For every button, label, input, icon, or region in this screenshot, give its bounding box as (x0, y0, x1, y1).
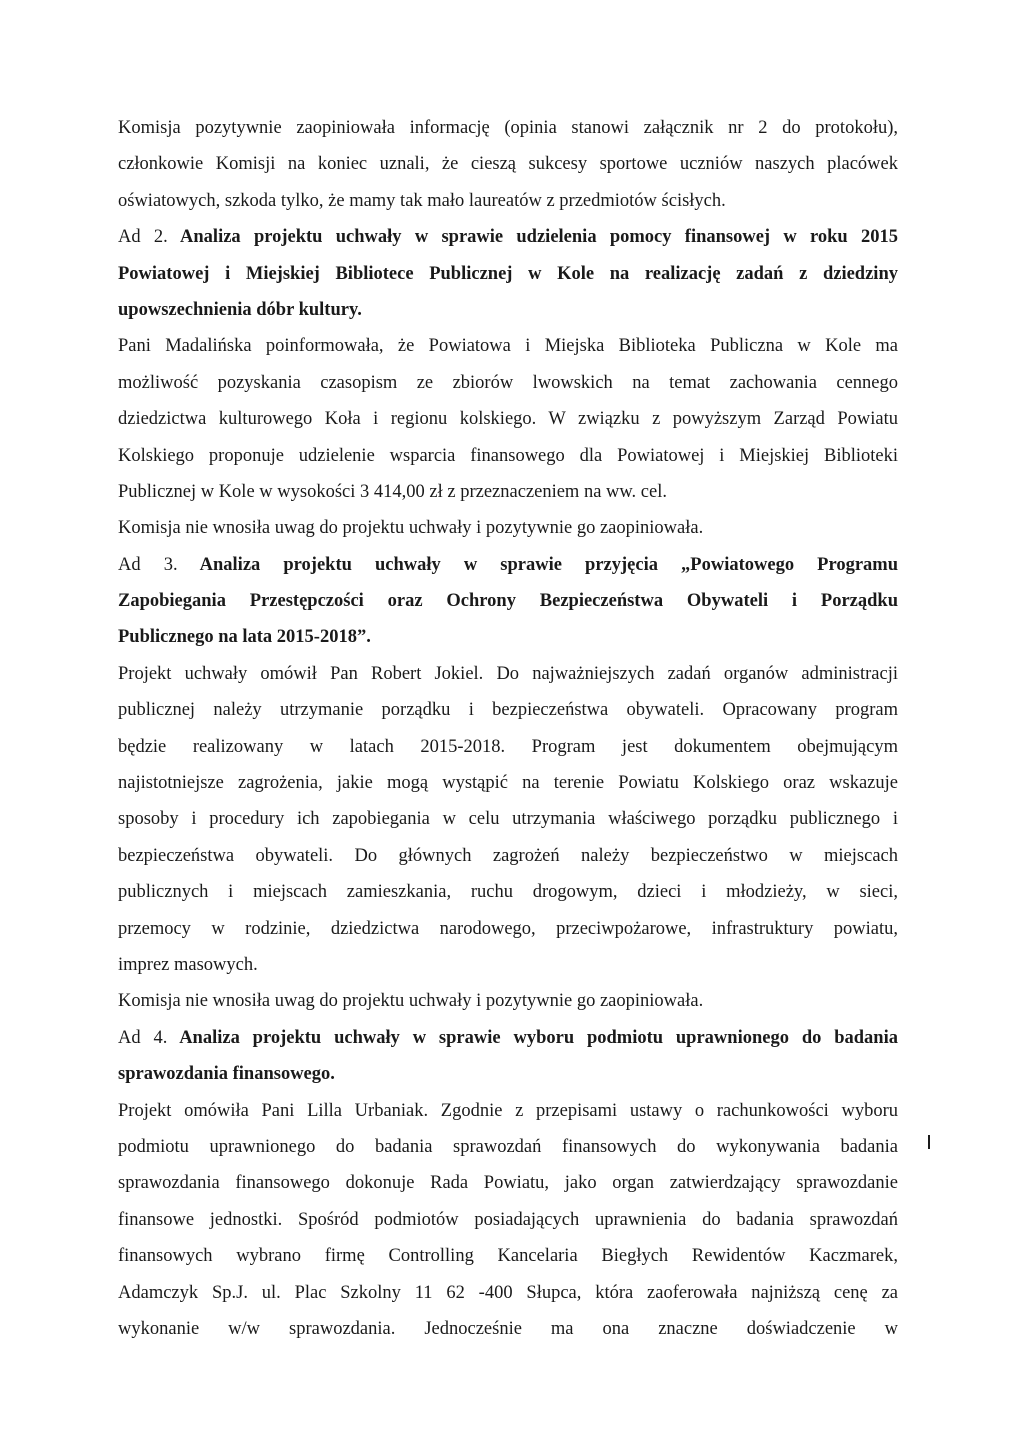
text-line: bezpieczeństwa obywateli. Do głównych zagrożeń należy bezpieczeństwo w miejscach (118, 845, 898, 866)
text-line: oświatowych, szkoda tylko, że mamy tak mało laureatów z przedmiotów ścisłych. (118, 190, 726, 211)
section-heading: Publicznego na lata 2015-2018”. (118, 627, 371, 648)
text-line: Publicznej w Kole w wysokości 3 414,00 zł z przeznaczeniem na ww. cel. (118, 481, 667, 502)
paragraph-opinion (118, 110, 898, 219)
text-line: publicznych i miejscach zamieszkania, ruchu drogowym, dzieci i młodzieży, w sieci, (118, 882, 898, 903)
text-line: finansowych wybrano firmę Controlling Kancelaria Biegłych Rewidentów Kaczmarek, (118, 1246, 898, 1267)
section-heading: sprawozdania finansowego. (118, 1064, 335, 1085)
text-line: Projekt omówiła Pani Lilla Urbaniak. Zgodnie z przepisami ustawy o rachunkowości wyboru (118, 1100, 898, 1121)
text-line: sposoby i procedury ich zapobiegania w celu utrzymania właściwego porządku publicznego i (118, 809, 898, 830)
text-line: członkowie Komisji na koniec uznali, że cieszą sukcesy sportowe uczniów naszych placówek (118, 154, 898, 175)
section-heading: upowszechnienia dóbr kultury. (118, 299, 362, 320)
text-line: najistotniejsze zagrożenia, jakie mogą wystąpić na terenie Powiatu Kolskiego oraz wskazuje (118, 773, 898, 794)
section-heading (118, 547, 898, 583)
section-ad-3 (118, 547, 898, 1020)
text-line: będzie realizowany w latach 2015-2018. Program jest dokumentem obejmującym (118, 736, 898, 757)
text-line: Kolskiego proponuje udzielenie wsparcia finansowego dla Powiatowej i Miejskiej Biblioteki (118, 445, 898, 466)
section-number: Ad 3. (118, 554, 178, 575)
section-ad-2 (118, 219, 898, 547)
margin-mark (928, 1135, 930, 1149)
section-number: Ad 2. (118, 227, 168, 248)
section-heading: Powiatowej i Miejskiej Bibliotece Publicznej w Kole na realizację zadań z dziedziny (118, 263, 898, 284)
text-line: Komisja nie wnosiła uwag do projektu uchwały i pozytywnie go zaopiniowała. (118, 991, 704, 1012)
text-line: przemocy w rodzinie, dziedzictwa narodowego, przeciwpożarowe, infrastruktury powiatu, (118, 918, 898, 939)
heading-text: Analiza projektu uchwały w sprawie udzielenia pomocy finansowej w roku 2015 (180, 227, 898, 248)
text-line: publicznej należy utrzymanie porządku i bezpieczeństwa obywateli. Opracowany program (118, 700, 898, 721)
text-line: Komisja pozytywnie zaopiniowała informację (opinia stanowi załącznik nr 2 do protokołu), (118, 118, 898, 138)
section-ad-4 (118, 1020, 898, 1348)
text-line: Adamczyk Sp.J. ul. Plac Szkolny 11 62 -400 Słupca, która zaoferowała najniższą cenę za (118, 1282, 898, 1303)
text-line: Projekt uchwały omówił Pan Robert Jokiel. Do najważniejszych zadań organów administracji (118, 663, 898, 684)
text-line: podmiotu uprawnionego do badania sprawozdań finansowych do wykonywania badania (118, 1136, 898, 1157)
text-line: dziedzictwa kulturowego Koła i regionu kolskiego. W związku z powyższym Zarząd Powiatu (118, 409, 898, 430)
text-line: imprez masowych. (118, 954, 258, 975)
text-line: finansowe jednostki. Spośród podmiotów posiadających uprawnienia do badania sprawozdań (118, 1209, 898, 1230)
text-line: możliwość pozyskania czasopism ze zbiorów lwowskich na temat zachowania cennego (118, 372, 898, 393)
text-line: sprawozdania finansowego dokonuje Rada Powiatu, jako organ zatwierdzający sprawozdanie (118, 1173, 898, 1194)
section-heading: Zapobiegania Przestępczości oraz Ochrony Bezpieczeństwa Obywateli i Porządku (118, 591, 898, 612)
document-page (118, 110, 898, 1347)
heading-text: Analiza projektu uchwały w sprawie przyjęcia „Powiatowego Programu (199, 554, 898, 575)
heading-text: Analiza projektu uchwały w sprawie wyboru podmiotu uprawnionego do badania (179, 1027, 898, 1048)
text-line: Pani Madalińska poinformowała, że Powiatowa i Miejska Biblioteka Publiczna w Kole ma (118, 336, 898, 357)
section-heading (118, 1020, 898, 1056)
text-line: Komisja nie wnosiła uwag do projektu uchwały i pozytywnie go zaopiniowała. (118, 518, 704, 539)
text-line: wykonanie w/w sprawozdania. Jednocześnie ma ona znaczne doświadczenie w (118, 1318, 898, 1339)
section-number: Ad 4. (118, 1027, 168, 1048)
section-heading (118, 219, 898, 255)
